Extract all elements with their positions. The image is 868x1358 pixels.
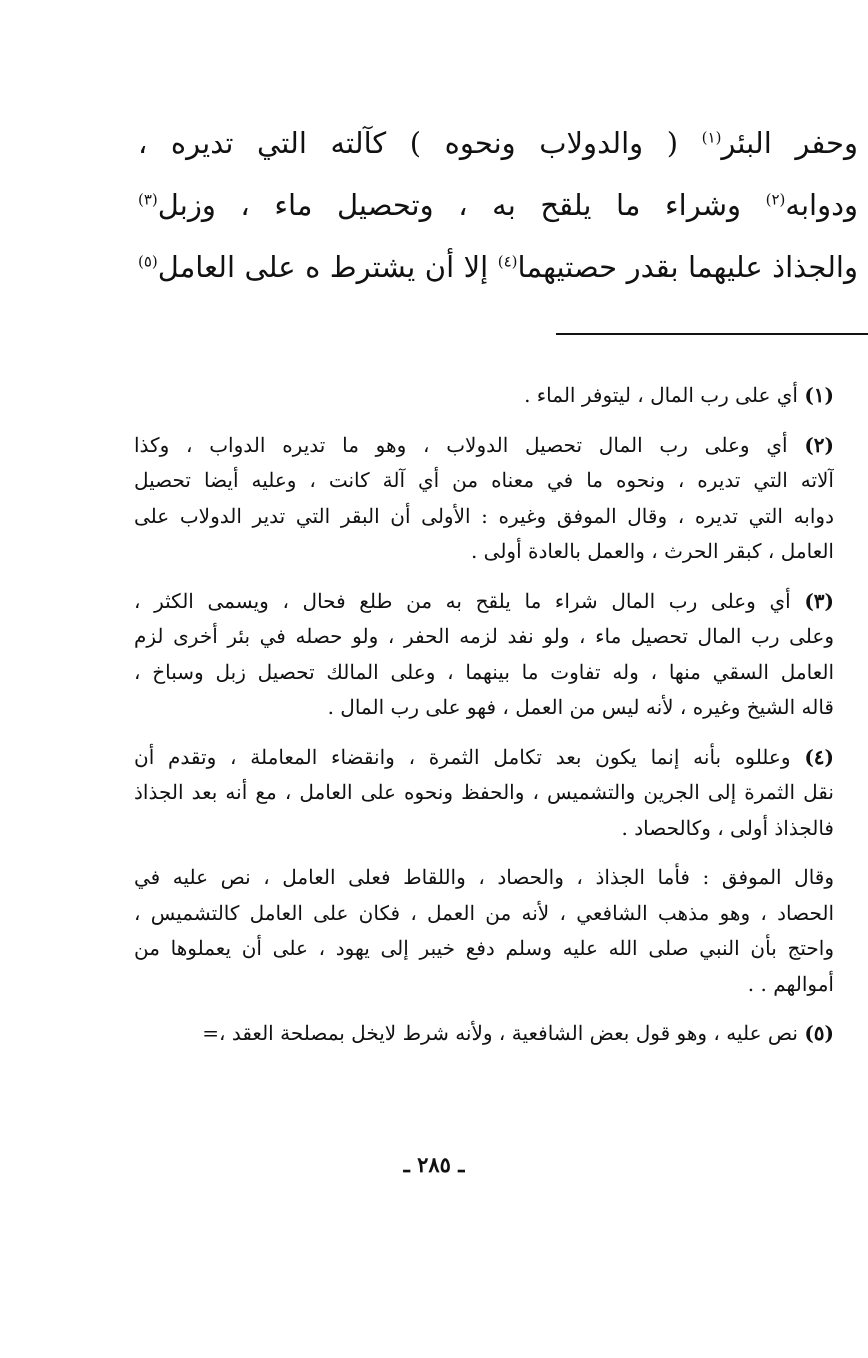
footnote-5-number: (٥) bbox=[804, 1021, 834, 1045]
footnote-4-number: (٤) bbox=[804, 744, 834, 769]
footnote-3-line-3: العامل السقي منها ، وله تفاوت ما بينهما ، وعلى المالك تحصيل زبل وسباخ ، bbox=[134, 659, 834, 684]
footnote-3 bbox=[134, 584, 834, 726]
footnote-5 bbox=[134, 1016, 834, 1052]
footnote-4-text-1: وعللوه بأنه إنما يكون بعد تكامل الثمرة ، وانقضاء المعاملة ، وتقدم أن bbox=[134, 744, 791, 769]
footnote-1 bbox=[134, 378, 834, 414]
footnote-3-line-2: وعلى رب المال تحصيل ماء ، ولو نفد لزمه الحفر ، ولو حصله في بئر أخرى لزم bbox=[134, 624, 834, 648]
footnote-2-text-1: أي وعلى رب المال تحصيل الدولاب ، وهو ما تديره الدواب ، وكذا bbox=[134, 432, 788, 457]
footnote-5-text: نص عليه ، وهو قول بعض الشافعية ، ولأنه شرط لايخل بمصلحة العقد ،= bbox=[202, 1021, 798, 1045]
main-line-1-text: وحفر البئر bbox=[721, 126, 858, 160]
main-line-3-rest: إلا أن يشترط ه على العامل bbox=[157, 250, 498, 284]
page-number: ـ ٢٨٥ ـ bbox=[403, 1152, 465, 1177]
footnote-4-cont-line-2: الحصاد ، وهو مذهب الشافعي ، لأنه من العمل ، فكان على العامل كالتشميس ، bbox=[134, 900, 834, 925]
footnote-5-line-1 bbox=[134, 1016, 834, 1052]
footnote-ref-1: (١) bbox=[701, 128, 722, 147]
footnote-4-cont-line-4: أموالهم . . bbox=[747, 971, 834, 996]
footnotes-section bbox=[134, 378, 834, 1066]
footnote-2 bbox=[134, 428, 834, 570]
main-line-2-rest: وشراء ما يلقح به ، وتحصيل ماء ، وزبل bbox=[157, 188, 766, 222]
footnote-2-line-1 bbox=[134, 428, 834, 464]
footnote-3-text-1: أي وعلى رب المال شراء ما يلقح به من طلع فحال ، ويسمى الكثر ، bbox=[134, 588, 791, 613]
footnote-separator bbox=[556, 333, 868, 335]
main-line-2 bbox=[138, 174, 858, 236]
footnote-2-line-4: العامل ، كبقر الحرث ، والعمل بالعادة أولى . bbox=[470, 539, 834, 563]
footnote-1-text: أي على رب المال ، ليتوفر الماء . bbox=[524, 383, 798, 407]
footnote-3-line-4: قاله الشيخ وغيره ، لأنه ليس من العمل ، فهو على رب المال . bbox=[327, 695, 834, 719]
footnote-1-number: (١) bbox=[804, 383, 834, 407]
main-text-block bbox=[138, 112, 858, 298]
footnote-ref-2: (٢) bbox=[765, 190, 786, 209]
footnote-4-cont-line-3: واحتج بأن النبي صلى الله عليه وسلم دفع خيبر إلى يهود ، على أن يعملوها من bbox=[134, 936, 834, 960]
footnote-4-line-3: فالجذاذ أولى ، وكالحصاد . bbox=[621, 815, 834, 840]
footnote-2-line-2: آلاته التي تديره ، ونحوه ما في معناه من أي آلة كانت ، وعليه أيضا تحصيل bbox=[134, 468, 834, 492]
footnote-ref-5: (٥) bbox=[138, 252, 158, 271]
footnote-1-line-1 bbox=[134, 378, 834, 414]
footnote-4-line-1 bbox=[134, 740, 834, 776]
footnote-3-number: (٣) bbox=[804, 588, 834, 613]
footnote-2-number: (٢) bbox=[804, 432, 834, 457]
footnote-3-line-1 bbox=[134, 584, 834, 620]
footnote-ref-3: (٣) bbox=[138, 190, 158, 209]
footnote-4-cont-line-1: وقال الموفق : فأما الجذاذ ، والحصاد ، واللقاط فعلى العامل ، نص عليه في bbox=[134, 865, 834, 889]
main-line-1-rest: ( والدولاب ونحوه ) كآلته التي تديره ، bbox=[138, 126, 702, 160]
footnote-4-continuation bbox=[134, 860, 834, 1002]
main-line-2-text: ودوابه bbox=[785, 188, 858, 222]
footnote-4-line-2: نقل الثمرة إلى الجرين والتشميس ، والحفظ ونحوه على العامل ، مع أنه بعد الجذاذ bbox=[134, 780, 834, 804]
footnote-2-line-3: دوابه التي تديره ، وقال الموفق وغيره : الأولى أن البقر التي تدير الدولاب على bbox=[134, 503, 834, 528]
main-line-3 bbox=[138, 236, 858, 298]
main-line-1 bbox=[138, 112, 858, 174]
footnote-4 bbox=[134, 740, 834, 847]
footnote-ref-4: (٤) bbox=[497, 252, 518, 271]
main-line-3-text: والجذاذ عليهما بقدر حصتيهما bbox=[517, 250, 858, 284]
